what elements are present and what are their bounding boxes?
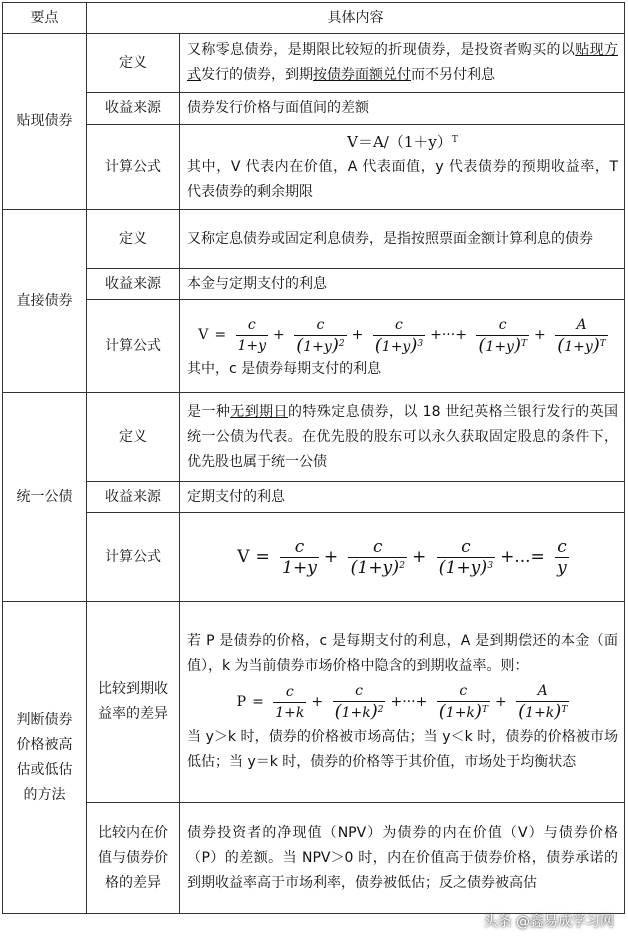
discount-formula-row — [3, 125, 625, 210]
direct-income-row — [3, 269, 625, 300]
ytm-compare-label: 比较到期收益率的差异 — [87, 602, 180, 803]
discount-income-row — [3, 93, 625, 125]
judge-method-name: 判断债券价格被高估或低估的方法 — [3, 602, 87, 914]
bond-table — [2, 2, 625, 914]
income-source-label: 收益来源 — [87, 93, 180, 125]
formula-label: 计算公式 — [87, 125, 180, 210]
consol-income: 定期支付的利息 — [180, 482, 625, 513]
redemption-term-underlined: 按债券面额兑付 — [313, 67, 411, 83]
consol-formula: V = $\frac{c}{1+y}$ + $\frac{c}{(1+y)^2}$ + $\frac{c}{(1+y)^3}$ +...= $\frac{c}{y}$ — [237, 536, 567, 578]
discount-income: 债券发行价格与面值间的差额 — [180, 93, 625, 125]
direct-formula-cell — [180, 300, 625, 393]
consol-definition: 是一种无到期日的特殊定息债券，以 18 世纪英格兰银行发行的英国统一公债为代表。在优先股的股东可以永久获取固定股息的条件下，优先股也属于统一公债 — [180, 393, 625, 482]
header-col3: 具体内容 — [87, 3, 625, 34]
npv-compare-text: 债券投资者的净现值（NPV）为债券的内在价值（V）与债券价格（P）的差额。当 NPV＞0 时，内在价值高于债券价格，债券承诺的到期收益率高于市场利率，债券被低估；反之债券被高估 — [180, 803, 625, 914]
consol-formula-cell — [180, 513, 625, 602]
consol-def-row — [3, 393, 625, 482]
watermark: 头条 @鑫易成学习网 — [483, 914, 614, 930]
ytm-formula: P = $\frac{c}{1+k}$ + $\frac{c}{(1+k)^2}$ +···+ $\frac{c}{(1+k)^T}$ + $\frac{A}{(1+k)^T}$ — [236, 683, 568, 722]
ytm-intro: 若 P 是债券的价格，c 是每期支付的利息，A 是到期偿还的本金（面值），k 为当前债券市场价格中隐含的到期收益率。则： — [187, 633, 618, 674]
direct-formula: V = $\frac{c}{1+y}$ + $\frac{c}{(1+y)^2}$ + $\frac{c}{(1+y)^3}$ +···+ $\frac{c}{(1+y)^T}$ + $\frac{A}{(1+y)^T}$ — [198, 316, 606, 356]
direct-def-row — [3, 210, 625, 269]
income-source-label: 收益来源 — [87, 269, 180, 300]
direct-income: 本金与定期支付的利息 — [180, 269, 625, 300]
definition-label: 定义 — [87, 210, 180, 269]
definition-label: 定义 — [87, 34, 180, 93]
consol-formula-row — [3, 513, 625, 602]
income-source-label: 收益来源 — [87, 482, 180, 513]
judge-ytm-row — [3, 602, 625, 803]
discount-def-row — [3, 34, 625, 93]
discount-formula-cell — [180, 125, 625, 210]
formula-label: 计算公式 — [87, 513, 180, 602]
ytm-conclusion: 当 y＞k 时，债券的价格被市场高估；当 y＜k 时，债券的价格被市场低估；当 y＝k 时，债券的价格等于其价值，市场处于均衡状态 — [187, 729, 618, 770]
consol-income-row — [3, 482, 625, 513]
discount-formula-note: 其中，V 代表内在价值，A 代表面值，y 代表债券的预期收益率，T 代表债券的剩余期限 — [187, 158, 618, 200]
discount-bond-name: 贴现债券 — [3, 34, 87, 210]
header-col1: 要点 — [3, 3, 87, 34]
consol-bond-name: 统一公债 — [3, 393, 87, 602]
judge-npv-row — [3, 803, 625, 914]
header-row — [3, 3, 625, 34]
direct-formula-row — [3, 300, 625, 393]
npv-compare-label: 比较内在价值与债券价格的差异 — [87, 803, 180, 914]
direct-bond-name: 直接债券 — [3, 210, 87, 393]
ytm-compare-cell — [180, 602, 625, 803]
direct-definition: 又称定息债券或固定利息债券，是指按照票面金额计算利息的债券 — [180, 210, 625, 269]
formula-label: 计算公式 — [87, 300, 180, 393]
discount-term-underlined: 贴现方式 — [187, 42, 619, 83]
discount-formula: $V=A/(1+y)^T$ — [347, 132, 458, 151]
no-maturity-underlined: 无到期日 — [230, 403, 288, 420]
direct-formula-note: 其中，c 是债券每期支付的利息 — [187, 360, 382, 377]
discount-definition: 又称零息债券，是期限比较短的折现债券，是投资者购买的以贴现方式发行的债券，到期按债券面额兑付而不另付利息 — [180, 34, 625, 93]
definition-label: 定义 — [87, 393, 180, 482]
